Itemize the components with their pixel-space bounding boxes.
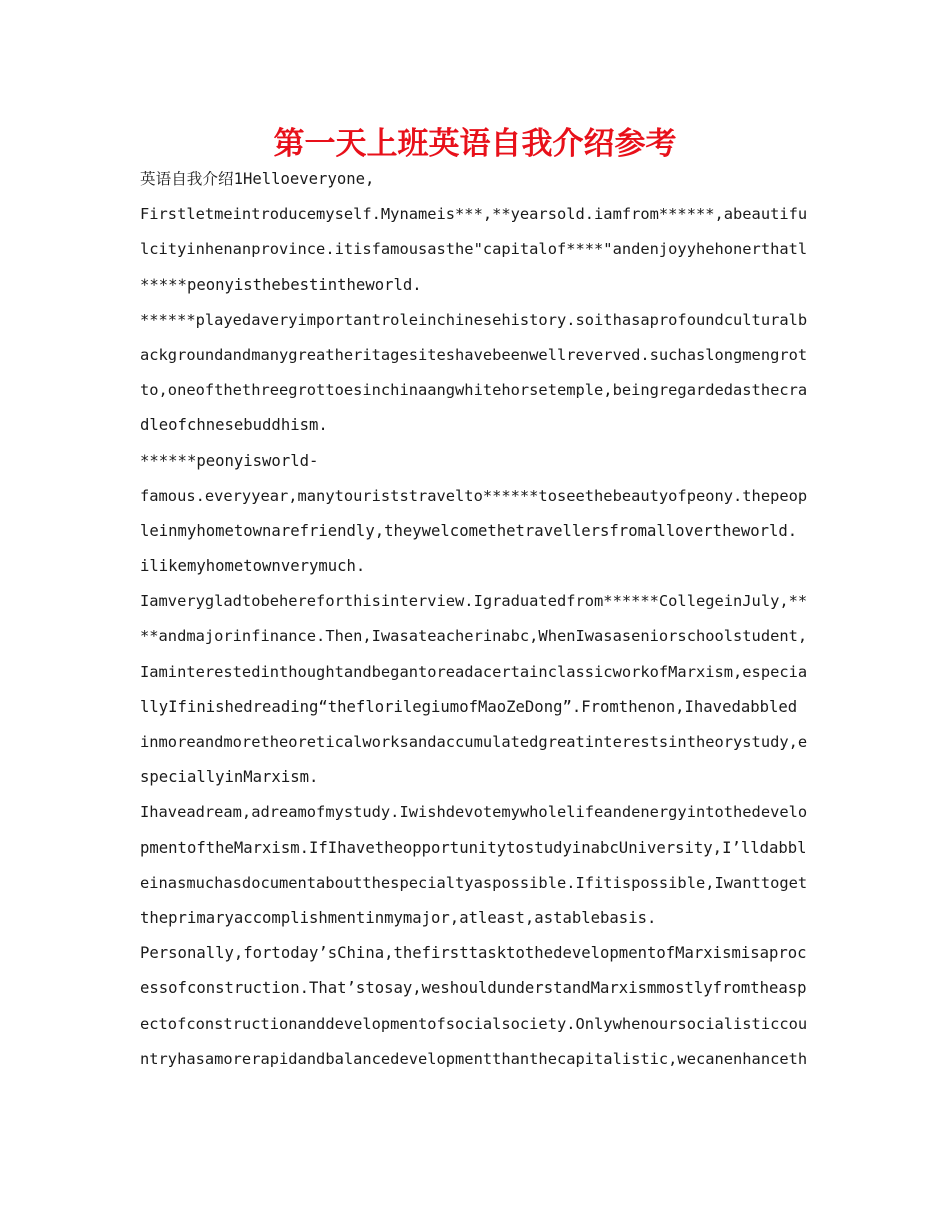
body-line: pmentoftheMarxism.IfIhavetheopportunitytostudyinabcUniversity,I’lldabbl [140, 838, 807, 857]
body-line: llyIfinishedreading“theflorilegiumofMaoZeDong”.Fromthenon,Ihavedabbled [140, 697, 798, 716]
body-line: IaminterestedinthoughtandbegantoreadacertainclassicworkofMarxism,especia [140, 662, 808, 681]
document-body [140, 162, 812, 1077]
body-line: ntryhasamorerapidandbalancedevelopmentthanthecapitalistic,wecanenhanceth [140, 1049, 808, 1068]
body-line: leinmyhometownarefriendly,theywelcomethetravellersfromallovertheworld. [140, 521, 798, 540]
body-line: ******playedaveryimportantroleinchinesehistory.soithasaprofoundculturalb [140, 310, 808, 329]
body-line: Firstletmeintroducemyself.Mynameis***,**yearsold.iamfrom******,abeautifu [140, 205, 808, 224]
body-line: speciallyinMarxism. [140, 768, 319, 787]
body-line: ******peonyisworld- [140, 451, 319, 470]
body-line: 英语自我介绍1Helloeveryone, [140, 170, 375, 188]
body-line: ectofconstructionanddevelopmentofsocialsociety.Onlywhenoursocialisticcou [140, 1014, 808, 1033]
body-line: ackgroundandmanygreatheritagesiteshavebeenwellreverved.suchaslongmengrot [140, 345, 808, 364]
document-title: 第一天上班英语自我介绍参考 [273, 126, 677, 162]
body-line: theprimaryaccomplishmentinmymajor,atleast,astablebasis. [140, 908, 657, 927]
body-line: famous.everyyear,manytouriststravelto******toseethebeautyofpeony.thepeop [140, 486, 808, 505]
body-line: essofconstruction.That’stosay,weshouldunderstandMarxismmostlyfromtheasp [140, 979, 807, 998]
body-line: einasmuchasdocumentaboutthespecialtyaspossible.Ifitispossible,Iwanttoget [140, 873, 808, 892]
body-line: Iamverygladtobehereforthisinterview.Igraduatedfrom******CollegeinJuly,** [140, 592, 808, 611]
body-line: *****peonyisthebestintheworld. [140, 275, 422, 294]
body-line: dleofchnesebuddhism. [140, 416, 328, 435]
body-line: Personally,fortoday’sChina,thefirsttasktothedevelopmentofMarxismisaproc [140, 944, 807, 963]
body-line: lcityinhenanprovince.itisfamousasthe"capitalof****"andenjoyyhehonerthatl [140, 240, 808, 259]
body-line: to,oneofthethreegrottoesinchinaangwhitehorsetemple,beingregardedasthecra [140, 381, 808, 400]
body-line: **andmajorinfinance.Then,Iwasateacherinabc,WhenIwasaseniorschoolstudent, [140, 627, 808, 646]
body-line: Ihaveadream,adreamofmystudy.Iwishdevotemywholelifeandenergyintothedevelo [140, 803, 808, 822]
body-line: ilikemyhometownverymuch. [140, 557, 366, 576]
body-line: inmoreandmoretheoreticalworksandaccumulatedgreatinterestsintheorystudy,e [140, 733, 808, 751]
